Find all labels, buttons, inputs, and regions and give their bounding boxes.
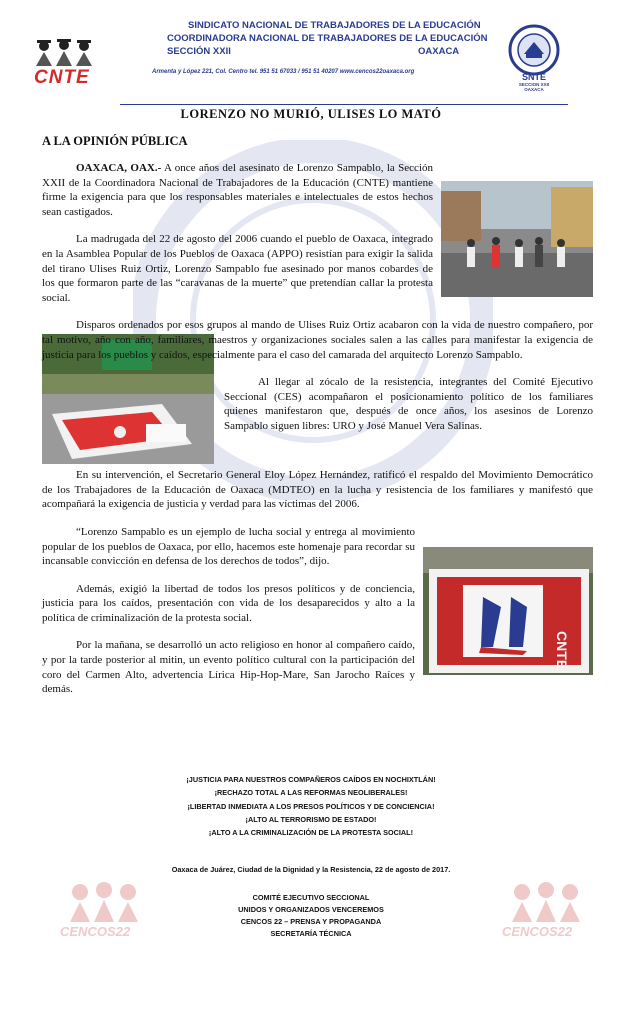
signoff-press: CENCOS 22 – PRENSA Y PROPAGANDA xyxy=(240,917,382,926)
footer-logo-right-text: CENCOS22 xyxy=(502,924,573,939)
header-union-name: SINDICATO NACIONAL DE TRABAJADORES DE LA EDUCACIÓN xyxy=(188,20,481,31)
snte-logo-text: SNTE xyxy=(521,72,546,82)
snte-logo xyxy=(508,24,560,90)
footer-logo-left-text: CENCOS22 xyxy=(60,924,131,939)
slogan-5: ¡ALTO A LA CRIMINALIZACIÓN DE LA PROTESTA SOCIAL! xyxy=(208,828,414,838)
slogans-list xyxy=(0,773,622,839)
slogan-2: ¡RECHAZO TOTAL A LAS REFORMAS NEOLIBERALES! xyxy=(214,788,408,798)
header-section: SECCIÓN XXII xyxy=(167,46,231,57)
dateline: Oaxaca de Juárez, Ciudad de la Dignidad y la Resistencia, 22 de agosto de 2017. xyxy=(171,865,451,874)
paragraph-3-start xyxy=(42,318,593,362)
snte-seal-icon xyxy=(508,24,560,76)
section-heading: A LA OPINIÓN PÚBLICA xyxy=(42,134,188,148)
photo-flower-carpet xyxy=(423,547,593,675)
page-title: LORENZO NO MURIÓ, ULISES LO MATÓ xyxy=(180,107,442,121)
slogan-3: ¡LIBERTAD INMEDIATA A LOS PRESOS POLÍTICOS Y DE CONCIENCIA! xyxy=(187,801,435,811)
paragraph-2: La madrugada del 22 de agosto del 2006 cuando el pueblo de Oaxaca, integrado en la Asamblea Popular de los Pueblos de Oaxaca (APPO) resistían para exigir la salida del tirano Ulises Ruiz Ortiz, Lorenzo Sampablo fue asesinado por manos cobardes de los que formaron parte de las “caravanas de la muerte” que pretendían callar la protesta social. xyxy=(42,233,433,304)
paragraph-7: Además, exigió la libertad de todos los presos políticos y de conciencia, justicia para los caídos, presentación con vida de los desaparecidos y alto a la política de criminalización de la protesta social. xyxy=(42,582,415,624)
slogan-4: ¡ALTO AL TERRORISMO DE ESTADO! xyxy=(245,814,377,824)
header-coordinator-name: COORDINADORA NACIONAL DE TRABAJADORES DE LA EDUCACIÓN xyxy=(167,33,488,44)
paragraph-3: Disparos ordenados por esos grupos al mando de Ulises Ruiz Ortiz acabaron con la vida de nuestro compañero, por tal motivo, año con año, familiares, maestros y organizaciones sociales salen a las calles para manifestar la exigencia de justicia para los pueblos y caídos, especialmente para el caso del camarada del arquitecto Lorenzo Sampablo. xyxy=(42,319,593,361)
cnte-logo-text: CNTE xyxy=(34,67,90,88)
signoff-block xyxy=(0,892,622,940)
svg-text:CNTE: CNTE xyxy=(554,630,570,670)
snte-logo-sub: SECCION XXII OAXACA xyxy=(518,82,550,92)
article-body xyxy=(42,161,593,697)
paragraph-1-lead: OAXACA, OAX.- xyxy=(76,162,162,174)
cnte-logo xyxy=(28,36,100,92)
paragraph-4: Al llegar al zócalo de la resistencia, integrantes del Comité Ejecutivo Seccional (CES) acompañaron el posicionamiento político de los familiares quienes manifestaron que, después de once años, los asesinos de Lorenzo Sampablo siguen libres: URO y José Manuel Vera Salinas. xyxy=(224,376,593,432)
signoff-secretariat: SECRETARÍA TÉCNICA xyxy=(270,929,352,938)
header-divider xyxy=(120,104,568,105)
paragraph-6: “Lorenzo Sampablo es un ejemplo de lucha social y entrega al movimiento popular de los pueblos de Oaxaca, por ello, hacemos este homenaje para recordar su incansable convicción en defensa de los derechos de todos”, dijo. xyxy=(42,525,415,568)
signoff-motto: UNIDOS Y ORGANIZADOS VENCEREMOS xyxy=(238,905,384,914)
paragraph-8: Por la mañana, se desarrolló un acto religioso en honor al compañero caído, y por la tarde posterior al mitin, un evento político cultural con la participación del coro del Carmen Alto, advertencia Lírica Hip-Hop-Mare, San Jarocho Raíces y demás. xyxy=(42,639,415,696)
header-address: Armenta y López 221, Col. Centro tel. 951 51 67033 / 951 51 40207 www.cencos22oaxaca.org xyxy=(152,69,415,75)
paragraph-5: En su intervención, el Secretario General Eloy López Hernández, ratificó el respaldo del Movimiento Democrático de los Trabajadores de la Educación de Oaxaca (MDTEO) en la lucha y resistencia de los familiares y manifestó que acompañará la exigencia de justicia y verdad para las víctimas del 2006. xyxy=(42,469,593,511)
header-city: OAXACA xyxy=(418,46,460,57)
photo-march xyxy=(441,181,593,297)
slogan-1: ¡JUSTICIA PARA NUESTROS COMPAÑEROS CAÍDOS EN NOCHIXTLÁN! xyxy=(186,775,436,784)
signoff-committee: COMITÉ EJECUTIVO SECCIONAL xyxy=(252,893,370,902)
paragraph-1-text: A once años del asesinato de Lorenzo Sampablo, la Sección XXII de la Coordinadora Nacional de Trabajadores de la Educación (CNTE) mantiene firme la exigencia para que los responsables materiales e intelectuales de estos hechos sean castigados. xyxy=(42,162,433,218)
